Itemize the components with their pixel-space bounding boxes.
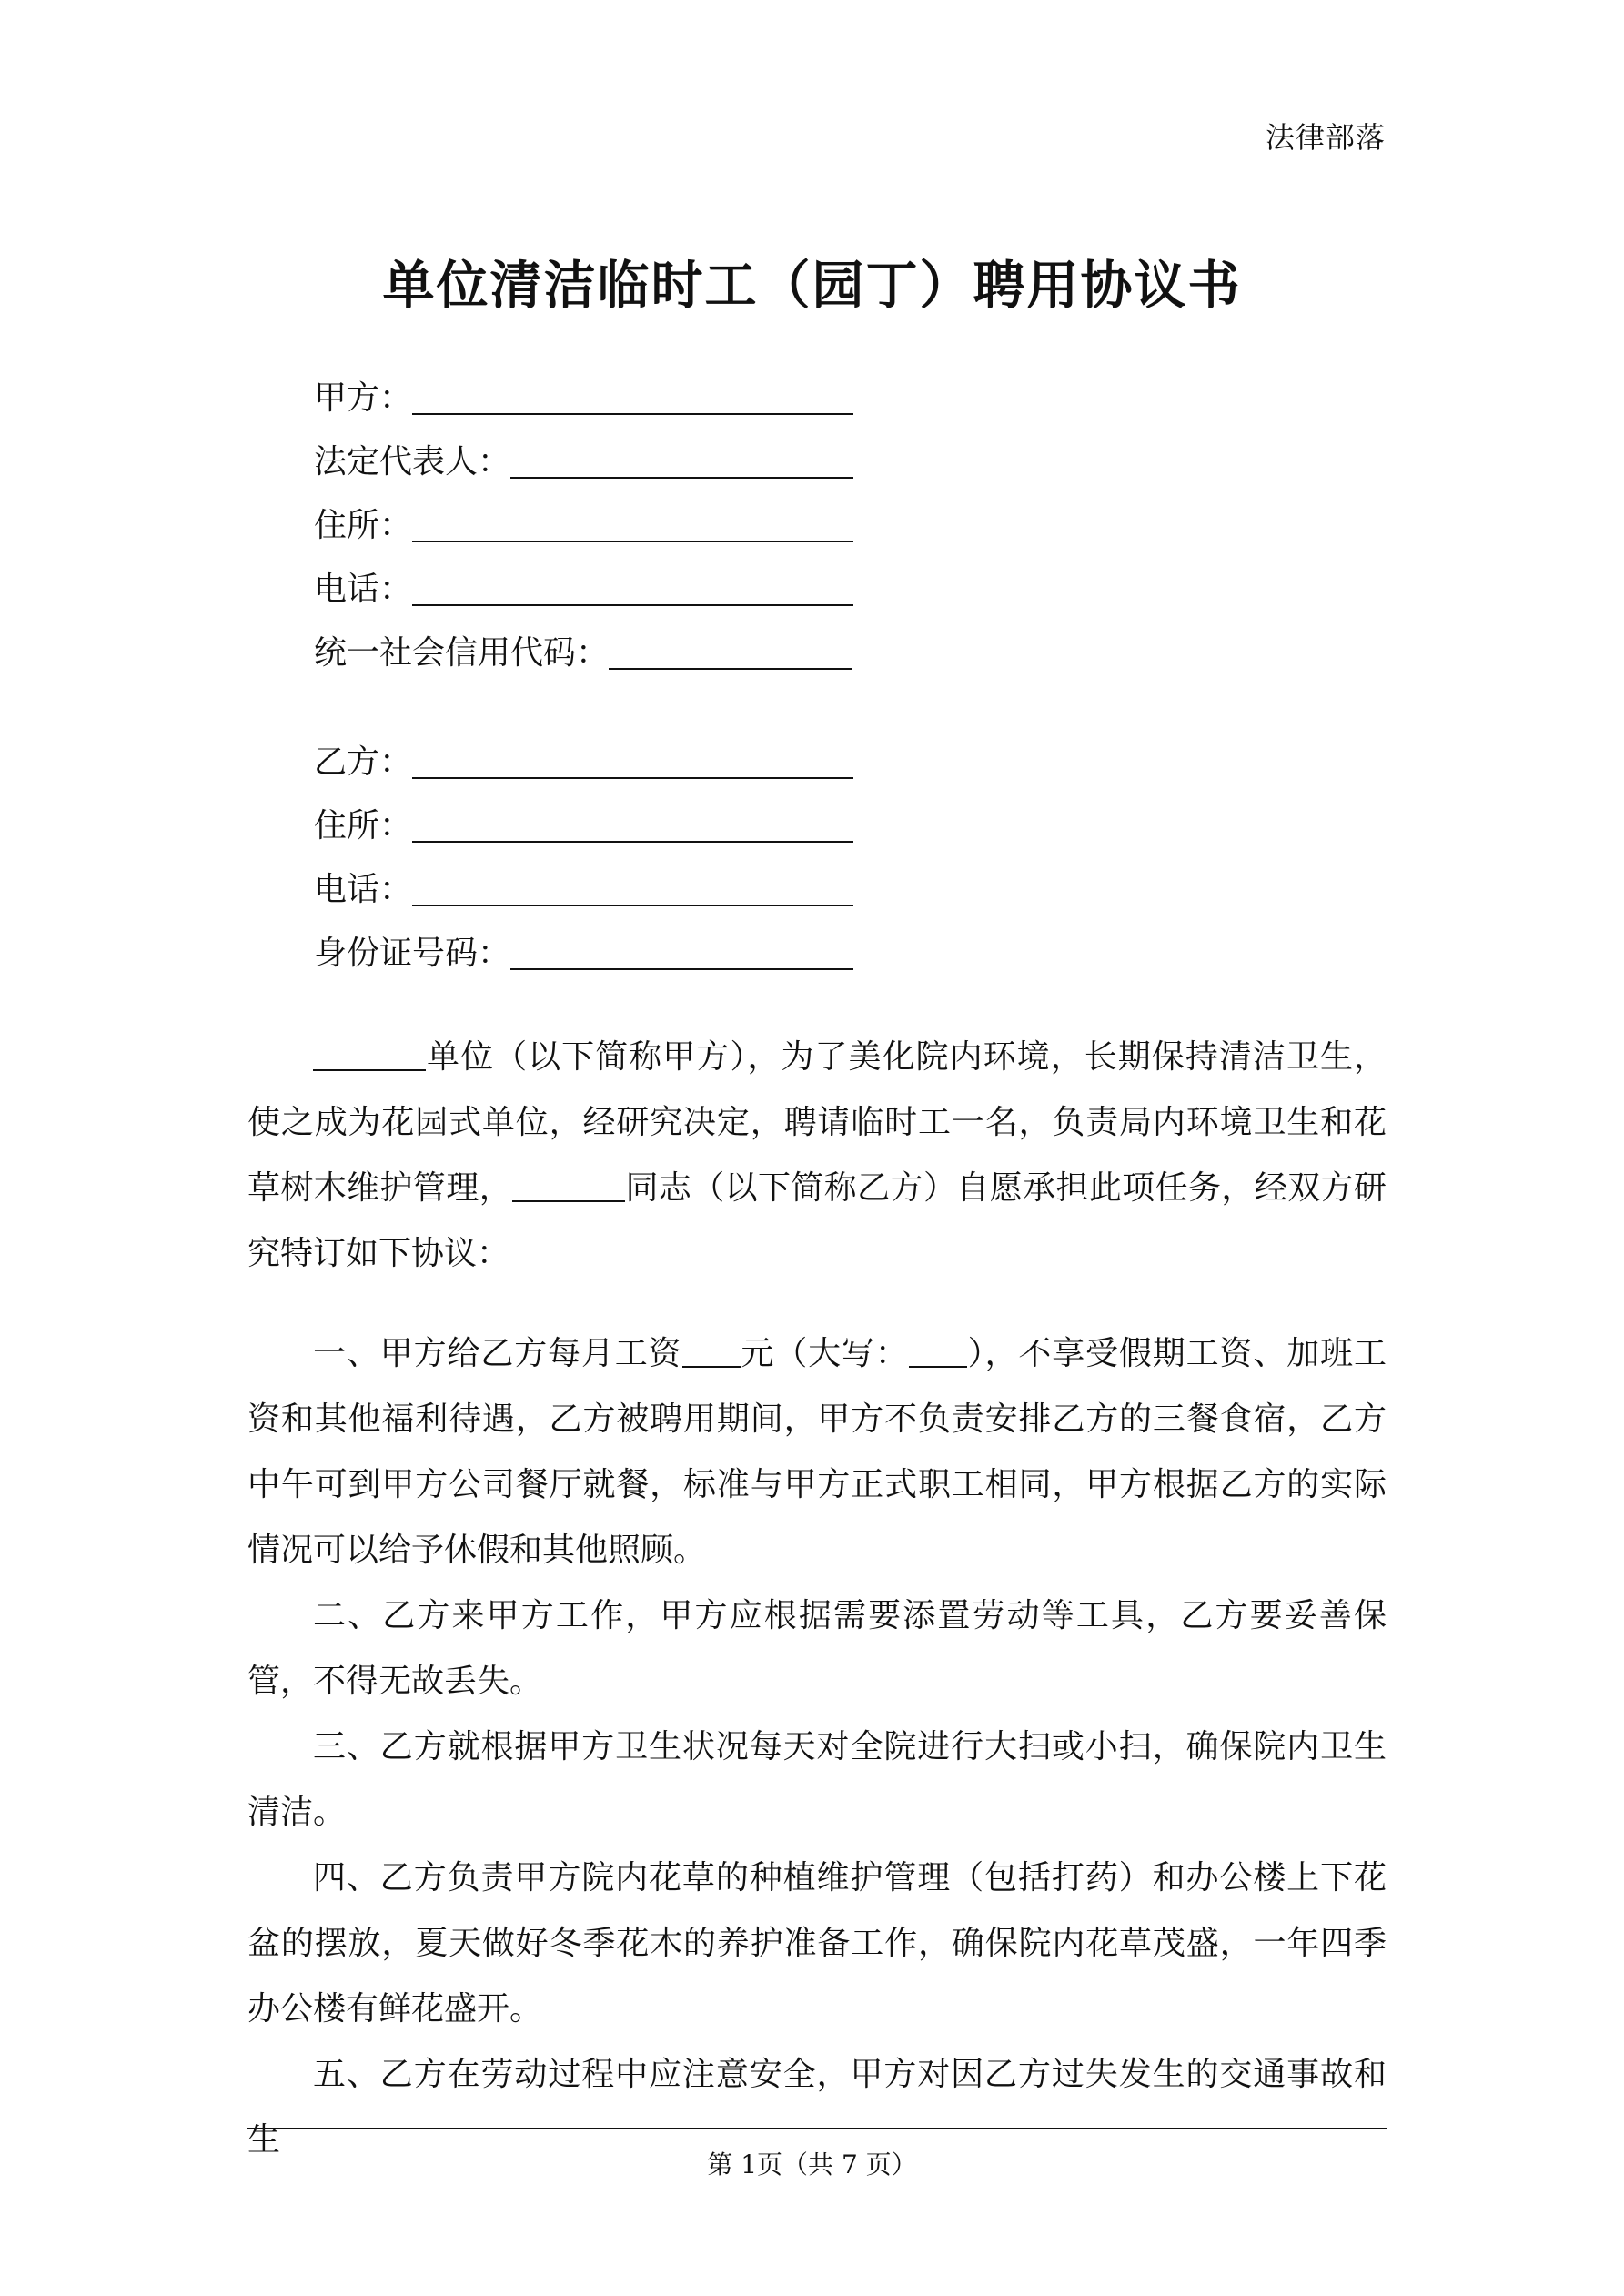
clause-1-text-a: 一、甲方给乙方每月工资 bbox=[313, 1335, 682, 1372]
clause-1 bbox=[247, 1321, 1387, 1583]
party-b-phone-label: 电话： bbox=[314, 871, 413, 908]
party-a-address-blank bbox=[412, 504, 853, 542]
party-b-phone-blank bbox=[412, 868, 853, 906]
intro-text-2: 同志（以下简称乙方）自愿承担此项任务，经双方研究特订如下协议： bbox=[247, 1169, 1387, 1272]
party-a-credit-code-label: 统一社会信用代码： bbox=[314, 634, 610, 672]
intro-paragraph-block bbox=[247, 1025, 1387, 1287]
party-b-phone-field bbox=[314, 865, 853, 910]
party-a-rep-blank bbox=[510, 440, 853, 479]
party-a-address-label: 住所： bbox=[314, 507, 413, 544]
party-a-phone-label: 电话： bbox=[314, 571, 413, 608]
clauses-block bbox=[247, 1321, 1387, 2173]
party-b-name-label: 乙方： bbox=[314, 743, 413, 781]
footer-divider bbox=[247, 2128, 1387, 2129]
intro-text-1: 单位（以下简称甲方），为了美化院内环境，长期保持清洁卫生，使之成为花园式单位，经研究决定，聘请临时工一名，负责局内环境卫生和花草树木维护管理， bbox=[247, 1038, 1387, 1207]
clause-1-text-c: ），不享受假期工资、加班工资和其他福利待遇，乙方被聘用期间，甲方不负责安排乙方的三餐食宿，乙方中午可到甲方公司餐厅就餐，标准与甲方正式职工相同，甲方根据乙方的实际情况可以给予休假和其他照顾。 bbox=[247, 1335, 1387, 1569]
party-a-address-field bbox=[314, 501, 853, 546]
wage-amount-blank bbox=[682, 1333, 741, 1368]
party-a-phone-field bbox=[314, 564, 853, 610]
party-b-id-field bbox=[314, 928, 853, 974]
party-b-name-blank bbox=[412, 741, 853, 779]
party-b-name-field bbox=[314, 737, 853, 783]
clause-5: 五、乙方在劳动过程中应注意安全，甲方对因乙方过失发生的交通事故和生 bbox=[247, 2056, 1387, 2159]
party-a-name-blank bbox=[412, 377, 853, 415]
clause-4: 四、乙方负责甲方院内花草的种植维护管理（包括打药）和办公楼上下花盆的摆放，夏天做好冬季花木的养护准备工作，确保院内花草茂盛，一年四季办公楼有鲜花盛开。 bbox=[247, 1859, 1387, 2028]
party-b-address-label: 住所： bbox=[314, 807, 413, 845]
party-b-id-blank bbox=[510, 932, 853, 970]
party-b-id-label: 身份证号码： bbox=[314, 935, 511, 972]
party-a-credit-code-field bbox=[314, 628, 852, 673]
party-a-name-field bbox=[314, 373, 853, 419]
header-brand: 法律部落 bbox=[1265, 120, 1386, 155]
clause-3: 三、乙方就根据甲方卫生状况每天对全院进行大扫或小扫，确保院内卫生清洁。 bbox=[247, 1728, 1387, 1831]
party-b-address-field bbox=[314, 801, 853, 846]
clause-1-text-b: 元（大写： bbox=[740, 1335, 909, 1372]
party-a-rep-label: 法定代表人： bbox=[314, 443, 511, 480]
page-number: 第 1页（共 7 页） bbox=[707, 2149, 917, 2180]
party-b-address-blank bbox=[412, 804, 853, 843]
unit-name-blank bbox=[313, 1037, 426, 1071]
party-a-name-label: 甲方： bbox=[314, 379, 413, 417]
clause-2: 二、乙方来甲方工作，甲方应根据需要添置劳动等工具，乙方要妥善保管，不得无故丢失。 bbox=[247, 1597, 1387, 1700]
document-title: 单位清洁临时工（园丁）聘用协议书 bbox=[382, 256, 1242, 316]
intro-paragraph bbox=[247, 1025, 1387, 1287]
party-a-phone-blank bbox=[412, 568, 853, 606]
worker-name-blank bbox=[512, 1168, 625, 1202]
party-a-rep-field bbox=[314, 437, 853, 482]
party-a-credit-code-blank bbox=[609, 632, 852, 670]
wage-capital-blank bbox=[909, 1333, 967, 1368]
